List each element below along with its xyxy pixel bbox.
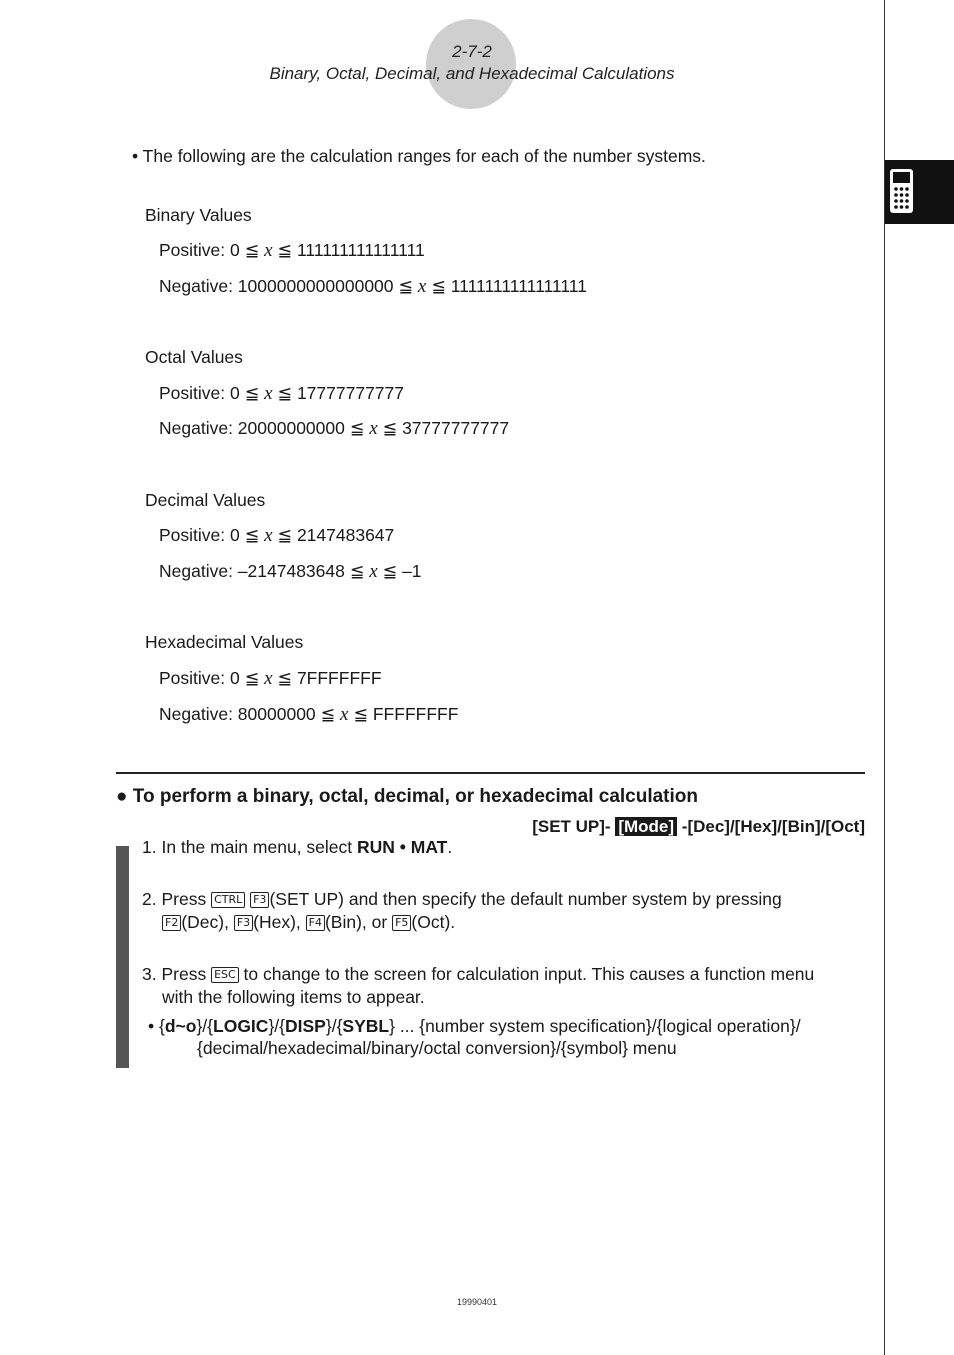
hex-negative: Negative: 80000000 ≦ x ≦ FFFFFFFF: [159, 704, 459, 725]
mode-highlight: [Mode]: [615, 817, 677, 836]
page-title: Binary, Octal, Decimal, and Hexadecimal Calculations: [269, 64, 675, 83]
section-divider: [116, 772, 865, 774]
binary-heading: Binary Values: [145, 205, 252, 225]
f3-key-icon: F3: [250, 892, 269, 908]
setup-path: [SET UP]- [Mode] -[Dec]/[Hex]/[Bin]/[Oct]: [532, 817, 865, 836]
step-3-line-2: with the following items to appear.: [162, 987, 425, 1007]
intro-text: • The following are the calculation ranges for each of the number systems.: [132, 146, 706, 166]
menu-bullet-line-2: {decimal/hexadecimal/binary/octal conversion}/{symbol} menu: [197, 1038, 677, 1058]
step-1: 1. In the main menu, select RUN • MAT.: [142, 837, 453, 857]
menu-bullet-line-1: • {d~o}/{LOGIC}/{DISP}/{SYBL} ... {number system specification}/{logical operation}/: [148, 1016, 801, 1036]
decimal-negative: Negative: –2147483648 ≦ x ≦ –1: [159, 561, 422, 582]
f4-key-icon: F4: [306, 915, 325, 931]
step-2-line-2: F2 (Dec), F3 (Hex), F4 (Bin), or F5 (Oct).: [162, 912, 455, 933]
esc-key-icon: ESC: [211, 967, 239, 983]
hex-heading: Hexadecimal Values: [145, 632, 304, 652]
decimal-heading: Decimal Values: [145, 490, 266, 510]
f5-key-icon: F5: [392, 915, 411, 931]
octal-negative: Negative: 20000000000 ≦ x ≦ 37777777777: [159, 418, 510, 439]
procedure-bar: [116, 846, 129, 1068]
footer-code: 19990401: [456, 1297, 498, 1307]
section-title: ● To perform a binary, octal, decimal, or hexadecimal calculation: [116, 786, 699, 807]
binary-positive: Positive: 0 ≦ x ≦ 111111111111111: [159, 240, 425, 261]
octal-heading: Octal Values: [145, 347, 243, 367]
hex-positive: Positive: 0 ≦ x ≦ 7FFFFFFF: [159, 668, 382, 689]
octal-positive: Positive: 0 ≦ x ≦ 17777777777: [159, 383, 405, 404]
f3-key-icon: F3: [234, 915, 253, 931]
calculator-icon: [889, 168, 914, 214]
ctrl-key-icon: CTRL: [211, 892, 245, 908]
binary-negative: Negative: 1000000000000000 ≦ x ≦ 1111111111111111: [159, 276, 587, 297]
step-3-line-1: 3. Press ESC to change to the screen for calculation input. This causes a function menu: [142, 964, 815, 984]
page-number: 2-7-2: [452, 42, 492, 61]
step-2-line-1: 2. Press CTRL F3 (SET UP) and then specify the default number system by pressing: [142, 889, 782, 909]
decimal-positive: Positive: 0 ≦ x ≦ 2147483647: [159, 525, 395, 546]
f2-key-icon: F2: [162, 915, 181, 931]
